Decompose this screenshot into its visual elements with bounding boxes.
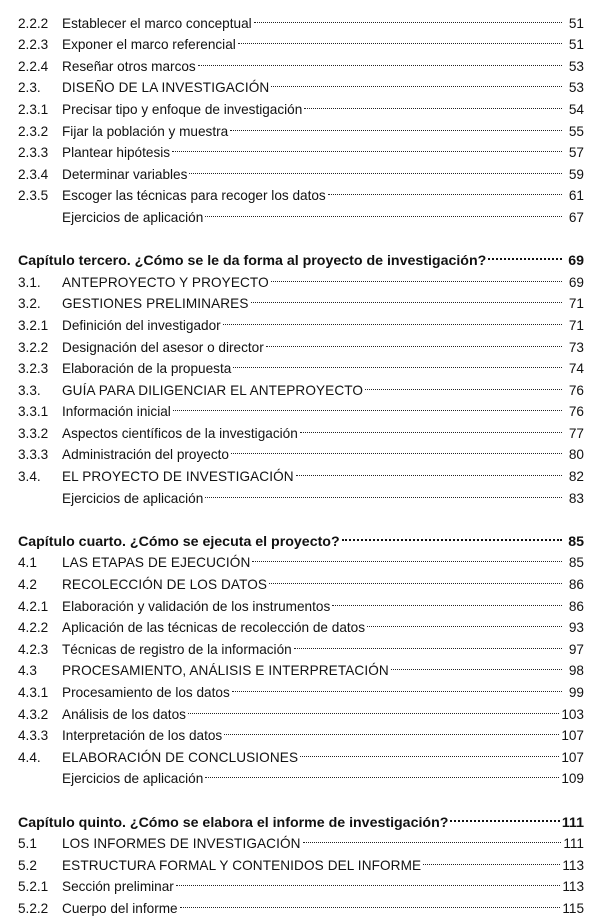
toc-entry-title: GUÍA PARA DILIGENCIAR EL ANTEPROYECTO [62, 382, 364, 398]
toc-entry-title: RECOLECCIÓN DE LOS DATOS [62, 577, 268, 593]
dot-leader [367, 611, 562, 633]
toc-page-number: 113 [562, 857, 584, 873]
toc-entry-number: 4.3.3 [18, 728, 49, 744]
dot-leader [266, 330, 562, 352]
dot-leader [294, 632, 562, 654]
toc-entry-number: 2.3.5 [18, 188, 49, 204]
toc-entry-number: 4.3 [18, 663, 37, 679]
dot-leader [251, 287, 562, 309]
dot-leader [230, 114, 562, 136]
dot-leader [205, 481, 562, 503]
toc-entry-number: 3.2.3 [18, 361, 49, 377]
toc-page-number: 115 [562, 900, 584, 916]
toc-page-number: 53 [568, 58, 584, 74]
toc-page-number: 74 [568, 361, 584, 377]
toc-entry-number: 4.4. [18, 749, 41, 765]
toc-entry-title: Interpretación de los datos [62, 728, 223, 744]
dot-leader [188, 697, 559, 719]
toc-page-number: 59 [568, 166, 584, 182]
toc-entry-number: 3.3.2 [18, 425, 49, 441]
toc-entry-number: 2.3.1 [18, 101, 49, 117]
dot-leader [238, 28, 562, 50]
dot-leader [205, 762, 559, 784]
toc-entry-number: 5.1 [18, 836, 37, 852]
toc-entry-title: Procesamiento de los datos [62, 685, 230, 700]
toc-entry-title: LAS ETAPAS DE EJECUCIÓN [62, 555, 251, 571]
toc-entry-number: 4.2 [18, 577, 37, 593]
dot-leader [450, 805, 559, 827]
toc-page-number: 76 [568, 382, 584, 398]
toc-entry-title: Sección preliminar [62, 879, 174, 895]
toc-entry-title: Ejercicios de aplicación [62, 771, 204, 787]
dot-leader [271, 71, 562, 93]
toc-entry-number: 5.2.1 [18, 879, 49, 895]
toc-entry-title: Técnicas de registro de la información [62, 641, 292, 657]
toc-entry-number: 2.2.3 [18, 37, 49, 53]
dot-leader [223, 308, 562, 330]
toc-entry-title: Información inicial [62, 404, 171, 420]
toc-entry[interactable] [18, 6, 584, 31]
toc-page-number: 73 [568, 339, 584, 355]
toc-entry-number: 2.2.4 [18, 58, 49, 74]
toc-entry-title: LOS INFORMES DE INVESTIGACIÓN [62, 836, 301, 852]
toc-page-number: 77 [568, 425, 584, 441]
dot-leader [304, 92, 562, 114]
toc-page-number: 99 [568, 685, 584, 700]
toc-page-number: 85 [568, 533, 584, 550]
dot-leader [300, 740, 559, 762]
dot-leader [296, 459, 562, 481]
toc-entry-title: GESTIONES PRELIMINARES [62, 296, 249, 312]
toc-entry-number: 3.3. [18, 382, 41, 398]
dot-leader [342, 524, 562, 546]
toc-entry-number: 4.2.3 [18, 641, 49, 657]
dot-leader [232, 675, 562, 697]
dot-leader [180, 891, 561, 913]
toc-entry-title: DISEÑO DE LA INVESTIGACIÓN [62, 80, 270, 96]
toc-entry-title: Ejercicios de aplicación [62, 209, 204, 225]
toc-page-number: 67 [568, 209, 584, 225]
dot-leader [205, 200, 562, 222]
toc-entry-title: Fijar la población y muestra [62, 123, 229, 139]
toc-entry-number: 5.2.2 [18, 900, 49, 916]
toc-page-number: 86 [568, 577, 584, 593]
chapter-title: Capítulo tercero. ¿Cómo se le da forma al proyecto de investigación? [18, 253, 487, 270]
toc-entry-title: Determinar variables [62, 166, 188, 182]
toc-page-number: 107 [561, 728, 584, 744]
toc-page-number: 103 [561, 706, 584, 722]
toc-entry-title: Precisar tipo y enfoque de investigación [62, 101, 303, 117]
toc-entry-number: 2.2.2 [18, 15, 49, 31]
toc-entry-title: Plantear hipótesis [62, 145, 171, 161]
toc-page-number: 111 [561, 814, 584, 831]
dot-leader [271, 265, 562, 287]
toc-entry-number: 2.3. [18, 80, 41, 96]
toc-page-number: 71 [568, 296, 584, 312]
toc-entry-title: EL PROYECTO DE INVESTIGACIÓN [62, 469, 294, 485]
dot-leader [332, 589, 562, 611]
toc-page-number: 76 [568, 404, 584, 420]
dot-leader [173, 395, 562, 417]
toc-page-number: 57 [568, 145, 584, 161]
toc-page-number: 86 [568, 598, 584, 614]
toc-entry-title: Elaboración de la propuesta [62, 361, 232, 377]
toc-entry-title: Ejercicios de aplicación [62, 490, 204, 506]
chapter-title: Capítulo quinto. ¿Cómo se elabora el informe de investigación? [18, 814, 449, 831]
toc-entry-title: Administración del proyecto [62, 447, 229, 463]
toc-page-number: 98 [568, 663, 584, 679]
dot-leader [423, 848, 560, 870]
toc-page-number: 109 [561, 771, 584, 787]
chapter-title: Capítulo cuarto. ¿Cómo se ejecuta el proyecto? [18, 533, 340, 550]
toc-entry-title: Reseñar otros marcos [62, 58, 196, 74]
toc-entry-number: 2.3.2 [18, 123, 49, 139]
toc-page-number: 93 [568, 620, 584, 636]
dot-leader [189, 157, 562, 179]
toc-page-number: 51 [568, 37, 584, 53]
toc-entry-title: Cuerpo del informe [62, 900, 178, 916]
toc-entry-title: ANTEPROYECTO Y PROYECTO [62, 274, 269, 290]
toc-entry-title: Aplicación de las técnicas de recolección de datos [62, 620, 366, 636]
toc-page-number: 111 [563, 836, 584, 852]
dot-leader [488, 244, 562, 266]
dot-leader [269, 567, 562, 589]
toc-entry-number: 4.2.2 [18, 620, 49, 636]
toc-page-number: 83 [568, 490, 584, 506]
toc-entry-number: 3.2. [18, 296, 41, 312]
toc-entry-number: 2.3.3 [18, 145, 49, 161]
dot-leader [254, 6, 562, 28]
toc-entry-title: ESTRUCTURA FORMAL Y CONTENIDOS DEL INFORME [62, 857, 422, 873]
toc-entry-title: Definición del investigador [62, 317, 221, 333]
dot-leader [252, 546, 562, 568]
toc-entry-title: Aspectos científicos de la investigación [62, 425, 298, 441]
toc-page-number: 113 [562, 879, 584, 895]
toc-page-number: 51 [568, 15, 584, 31]
toc-entry-title: Análisis de los datos [62, 706, 186, 722]
dot-leader [391, 654, 562, 676]
dot-leader [365, 373, 562, 395]
toc-entry-title: Exponer el marco referencial [62, 37, 236, 53]
toc-entry-title: PROCESAMIENTO, ANÁLISIS E INTERPRETACIÓN [62, 663, 389, 679]
toc-entry-number: 3.3.1 [18, 404, 49, 420]
toc-entry-number: 3.2.1 [18, 317, 49, 333]
toc-page-number: 97 [568, 641, 584, 657]
toc-entry-number: 2.3.4 [18, 166, 49, 182]
toc-page-number: 61 [568, 188, 584, 204]
toc-page-number: 80 [568, 447, 584, 463]
dot-leader [300, 416, 562, 438]
toc-page-number: 71 [568, 317, 584, 333]
toc-entry-number: 3.3.3 [18, 447, 49, 463]
toc-entry-number: 5.2 [18, 857, 37, 873]
toc-entry-title: Establecer el marco conceptual [62, 15, 252, 31]
toc-page-number: 69 [568, 253, 584, 270]
toc-entry-number: 4.3.1 [18, 685, 49, 700]
toc-page-number: 85 [568, 555, 584, 571]
toc-entry-number: 4.2.1 [18, 598, 49, 614]
toc-page-number: 107 [561, 749, 584, 765]
dot-leader [172, 136, 562, 158]
dot-leader [328, 179, 562, 201]
toc-entry-title: Designación del asesor o director [62, 339, 264, 355]
dot-leader [303, 827, 562, 849]
toc-page-number: 69 [568, 274, 584, 290]
toc-entry-title: Elaboración y validación de los instrumentos [62, 598, 331, 614]
toc-page-number: 53 [568, 80, 584, 96]
toc-entry-number: 4.3.2 [18, 706, 49, 722]
dot-leader [198, 49, 562, 71]
dot-leader [233, 352, 562, 374]
dot-leader [176, 870, 561, 892]
toc-chapter-heading[interactable] [18, 244, 584, 270]
toc-entry-number: 3.4. [18, 469, 41, 485]
toc-entry-number: 4.1 [18, 555, 37, 571]
toc-chapter-heading[interactable] [18, 524, 584, 550]
dot-leader [224, 719, 559, 741]
toc-page-number: 54 [568, 101, 584, 117]
dot-leader [231, 438, 562, 460]
toc-entry-title: ELABORACIÓN DE CONCLUSIONES [62, 749, 299, 765]
toc-entry-number: 3.1. [18, 274, 41, 290]
toc-page-number: 82 [568, 469, 584, 485]
toc-page-number: 55 [568, 123, 584, 139]
toc-chapter-heading[interactable] [18, 805, 584, 831]
toc-entry-title: Escoger las técnicas para recoger los datos [62, 188, 326, 204]
toc-entry-number: 3.2.2 [18, 339, 49, 355]
